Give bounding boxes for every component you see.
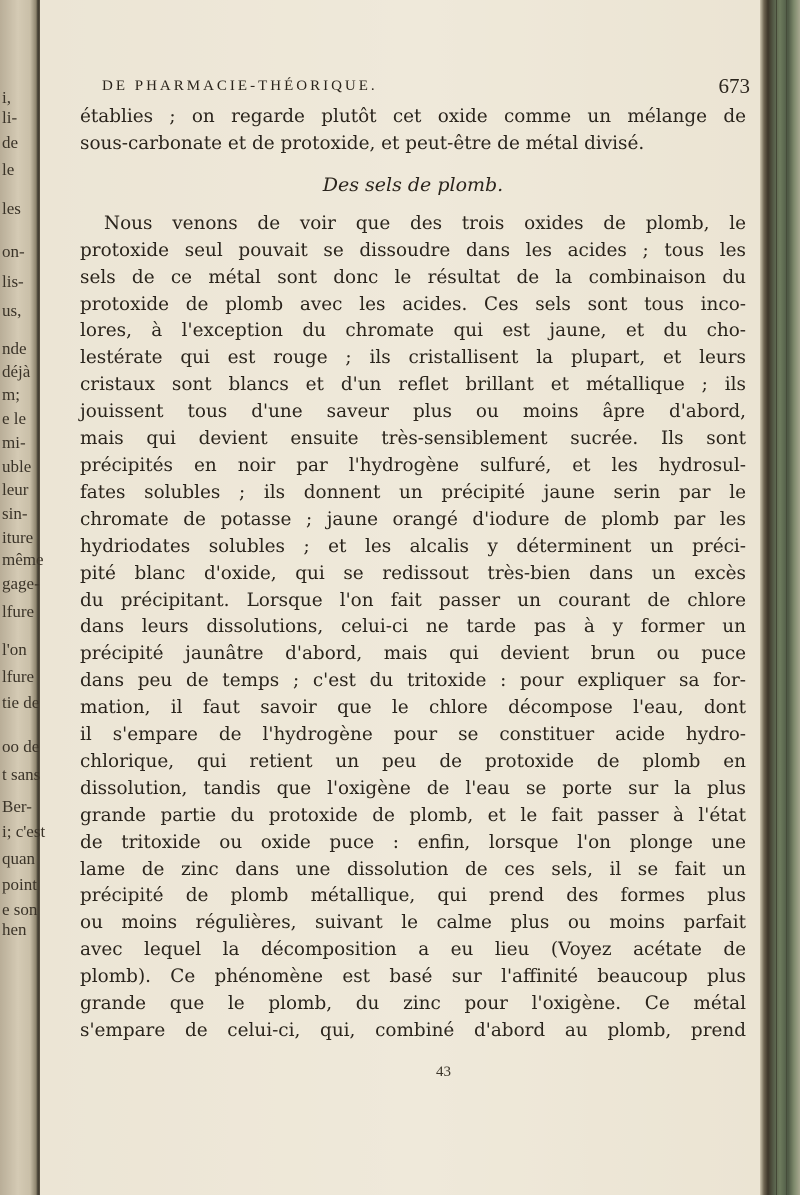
margin-fragment: e le — [2, 409, 27, 428]
text-line: lestérate qui est rouge ; ils cristallisent la plupart, et leurs — [80, 347, 746, 369]
page-number: 673 — [718, 74, 750, 98]
text-line: grande partie du protoxide de plomb, et le fait passer à l'état — [80, 804, 746, 826]
margin-fragment: us, — [2, 301, 22, 320]
margin-fragment: gage- — [2, 574, 40, 593]
text-line: fates solubles ; ils donnent un précipité jaune serin par le — [80, 481, 746, 503]
margin-fragment: on- — [2, 242, 25, 261]
margin-fragment: iture — [2, 528, 34, 547]
margin-fragment: de — [2, 133, 19, 152]
margin-fragment: m; — [2, 385, 20, 404]
binding-line — [786, 0, 787, 1195]
margin-fragment: i, — [2, 88, 11, 107]
binding-line — [776, 0, 777, 1195]
text-line: pité blanc d'oxide, qui se redissout très-bien dans un excès — [80, 562, 746, 584]
text-line: dissolution, tandis que l'oxigène de l'eau se porte sur la plus — [80, 777, 746, 799]
margin-fragment: déjà — [2, 362, 31, 381]
text-line: précipité jaunâtre d'abord, mais qui devient brun ou puce — [80, 643, 746, 665]
text-line: cristaux sont blancs et d'un reflet brillant et métallique ; ils — [80, 374, 746, 396]
margin-fragment: tie de — [2, 693, 40, 712]
margin-fragment: point — [2, 875, 37, 894]
margin-fragment: uble — [2, 457, 32, 476]
text-line: s'empare de celui-ci, qui, combiné d'abord au plomb, prend — [80, 1020, 746, 1041]
text-line: il s'empare de l'hydrogène pour se constituer acide hydro- — [80, 724, 746, 746]
text-line: lores, à l'exception du chromate qui est jaune, et du cho- — [80, 320, 746, 342]
paragraph-main — [80, 211, 746, 1045]
text-line: chlorique, qui retient un peu de protoxide de plomb en — [80, 750, 746, 772]
text-line: précipité de plomb métallique, qui prend des formes plus — [80, 885, 746, 907]
text-line: plomb). Ce phénomène est basé sur l'affinité beaucoup plus — [80, 966, 746, 988]
running-head: DE PHARMACIE-THÉORIQUE. — [102, 78, 378, 94]
text-line: mation, il faut savoir que le chlore décompose l'eau, dont — [80, 697, 746, 719]
margin-fragment: e son — [2, 900, 38, 919]
text-line: protoxide seul pouvait se dissoudre dans les acides ; tous les — [80, 239, 746, 261]
text-line: établies ; on regarde plutôt cet oxide comme un mélange de — [80, 106, 746, 127]
text-line: hydriodates solubles ; et les alcalis y déterminent un préci- — [80, 535, 746, 557]
margin-fragment: li- — [2, 108, 18, 127]
text-line: sous-carbonate et de protoxide, et peut-être de métal divisé. — [80, 132, 645, 154]
margin-fragment: quan — [2, 849, 36, 868]
body-text — [80, 104, 746, 1045]
margin-fragment: Ber- — [2, 797, 32, 816]
text-line: chromate de potasse ; jaune orangé d'iodure de plomb par les — [80, 508, 746, 530]
text-line: du précipitant. Lorsque l'on fait passer un courant de chlore — [80, 589, 746, 611]
text-line: avec lequel la décomposition a eu lieu (Voyez acétate de — [80, 939, 746, 961]
text-line: lame de zinc dans une dissolution de ces sels, il se fait un — [80, 858, 746, 880]
margin-fragment: oo de — [2, 737, 40, 756]
text-line: sels de ce métal sont donc le résultat de la combinaison du — [80, 266, 746, 288]
adjacent-page-edge — [0, 0, 46, 1195]
paragraph-top — [80, 104, 746, 158]
margin-fragment: leur — [2, 480, 29, 499]
text-line: dans peu de temps ; c'est du tritoxide : pour expliquer sa for- — [80, 670, 746, 692]
margin-fragment: les — [2, 199, 21, 218]
page-header — [100, 74, 750, 104]
margin-fragment: i; c'est — [2, 822, 46, 841]
margin-fragment: t sans — [2, 765, 41, 784]
signature-mark: 43 — [436, 1064, 451, 1080]
text-line: jouissent tous d'une saveur plus ou moins âpre d'abord, — [80, 401, 746, 423]
text-line: Nous venons de voir que des trois oxides de plomb, le — [104, 212, 746, 234]
text-line: protoxide de plomb avec les acides. Ces sels sont tous inco- — [80, 293, 746, 315]
section-title: Des sels de plomb. — [322, 173, 504, 196]
book-binding-edge — [760, 0, 800, 1195]
margin-fragment: lis- — [2, 272, 24, 291]
margin-fragment: lfure — [2, 602, 35, 621]
text-line: ou moins régulières, suivant le calme plus ou moins parfait — [80, 912, 746, 934]
text-line: précipités en noir par l'hydrogène sulfuré, et les hydrosul- — [80, 454, 746, 476]
text-line: grande que le plomb, du zinc pour l'oxigène. Ce métal — [80, 993, 746, 1015]
text-line: dans leurs dissolutions, celui-ci ne tarde pas à y former un — [80, 616, 746, 638]
margin-fragment: même — [2, 550, 44, 569]
margin-fragment: l'on — [2, 640, 27, 659]
margin-fragment: mi- — [2, 433, 26, 452]
text-line: mais qui devient ensuite très-sensiblement sucrée. Ils sont — [80, 428, 746, 450]
margin-fragment: hen — [2, 920, 27, 939]
margin-fragment: sin- — [2, 504, 28, 523]
margin-fragment: le — [2, 160, 15, 179]
text-line: de tritoxide ou oxide puce : enfin, lorsque l'on plonge une — [80, 831, 746, 853]
margin-fragment: lfure — [2, 667, 35, 686]
margin-fragment: nde — [2, 339, 27, 358]
